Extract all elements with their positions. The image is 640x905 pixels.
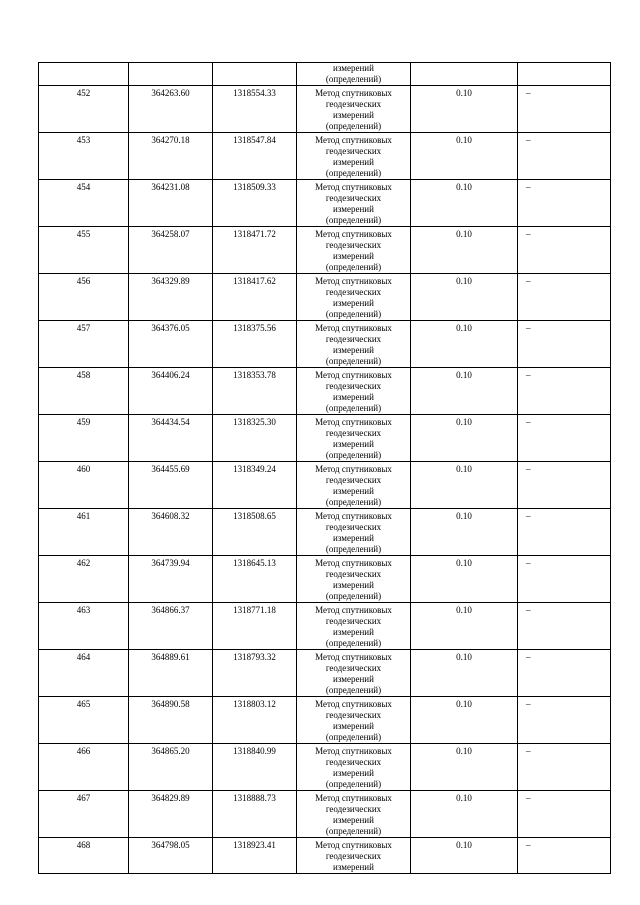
method-line: Метод спутниковых [315, 605, 392, 615]
coordinates-table [38, 62, 611, 874]
table-row [39, 744, 611, 791]
method-line: измерений [333, 768, 374, 778]
point-number-cell: 457 [39, 321, 129, 368]
precision-cell: 0.10 [411, 86, 518, 133]
y-coordinate-cell: 1318554.33 [213, 86, 297, 133]
method-line: измерений [333, 110, 374, 120]
remark-cell: – [518, 744, 611, 791]
method-line: Метод спутниковых [315, 746, 392, 756]
precision-cell: 0.10 [411, 415, 518, 462]
method-cell [297, 603, 411, 650]
method-line: (определений) [325, 779, 382, 789]
y-coordinate-cell: 1318509.33 [213, 180, 297, 227]
precision-cell: 0.10 [411, 697, 518, 744]
method-line: геодезических [325, 475, 382, 485]
x-coordinate-cell: 364889.61 [129, 650, 213, 697]
method-line: (определений) [325, 74, 382, 84]
method-cell [297, 180, 411, 227]
y-coordinate-cell: 1318840.99 [213, 744, 297, 791]
method-line: измерений [333, 251, 374, 261]
method-line: Метод спутниковых [315, 88, 392, 98]
method-line: Метод спутниковых [315, 276, 392, 286]
method-line: геодезических [325, 757, 382, 767]
remark-cell: – [518, 274, 611, 321]
method-line: (определений) [325, 403, 382, 413]
point-number-cell: 468 [39, 838, 129, 874]
method-line: геодезических [325, 381, 382, 391]
point-number-cell: 460 [39, 462, 129, 509]
y-coordinate-cell: 1318923.41 [213, 838, 297, 874]
method-line: геодезических [325, 287, 382, 297]
method-cell [297, 63, 411, 86]
method-line: Метод спутниковых [315, 699, 392, 709]
method-line: (определений) [325, 497, 382, 507]
y-coordinate-cell: 1318803.12 [213, 697, 297, 744]
x-coordinate-cell: 364270.18 [129, 133, 213, 180]
method-cell [297, 227, 411, 274]
point-number-cell: 466 [39, 744, 129, 791]
method-line: Метод спутниковых [315, 464, 392, 474]
method-line: измерений [333, 580, 374, 590]
x-coordinate-cell: 364608.32 [129, 509, 213, 556]
remark-cell: – [518, 556, 611, 603]
y-coordinate-cell: 1318793.32 [213, 650, 297, 697]
method-line: Метод спутниковых [315, 652, 392, 662]
method-line: измерений [333, 392, 374, 402]
table-row [39, 697, 611, 744]
method-line: Метод спутниковых [315, 511, 392, 521]
precision-cell: 0.10 [411, 274, 518, 321]
remark-cell: – [518, 838, 611, 874]
table-row [39, 650, 611, 697]
precision-cell: 0.10 [411, 462, 518, 509]
method-line: геодезических [325, 193, 382, 203]
method-cell [297, 368, 411, 415]
method-cell [297, 650, 411, 697]
table-row [39, 180, 611, 227]
method-line: (определений) [325, 168, 382, 178]
method-line: (определений) [325, 591, 382, 601]
method-line: (определений) [325, 121, 382, 131]
method-line: измерений [333, 345, 374, 355]
method-line: геодезических [325, 616, 382, 626]
method-line: измерений [333, 721, 374, 731]
precision-cell: 0.10 [411, 321, 518, 368]
point-number-cell: 461 [39, 509, 129, 556]
x-coordinate-cell [129, 63, 213, 86]
point-number-cell: 464 [39, 650, 129, 697]
method-line: измерений [333, 533, 374, 543]
x-coordinate-cell: 364406.24 [129, 368, 213, 415]
method-line: геодезических [325, 240, 382, 250]
method-line: (определений) [325, 262, 382, 272]
method-line: геодезических [325, 851, 382, 861]
method-line: геодезических [325, 522, 382, 532]
method-line: (определений) [325, 309, 382, 319]
remark-cell: – [518, 368, 611, 415]
remark-cell: – [518, 86, 611, 133]
method-line: Метод спутниковых [315, 793, 392, 803]
precision-cell: 0.10 [411, 180, 518, 227]
x-coordinate-cell: 364434.54 [129, 415, 213, 462]
method-line: измерений [333, 439, 374, 449]
y-coordinate-cell: 1318645.13 [213, 556, 297, 603]
remark-cell: – [518, 509, 611, 556]
method-line: измерений [333, 815, 374, 825]
method-cell [297, 133, 411, 180]
method-line: (определений) [325, 450, 382, 460]
point-number-cell: 454 [39, 180, 129, 227]
method-line: Метод спутниковых [315, 135, 392, 145]
method-line: измерений [333, 627, 374, 637]
y-coordinate-cell: 1318417.62 [213, 274, 297, 321]
table-row [39, 462, 611, 509]
method-line: измерений [333, 674, 374, 684]
precision-cell: 0.10 [411, 227, 518, 274]
x-coordinate-cell: 364890.58 [129, 697, 213, 744]
remark-cell: – [518, 415, 611, 462]
table-row-continued [39, 63, 611, 86]
point-number-cell: 452 [39, 86, 129, 133]
method-line: (определений) [325, 732, 382, 742]
table-row [39, 791, 611, 838]
y-coordinate-cell: 1318325.30 [213, 415, 297, 462]
method-line: измерений [333, 63, 374, 73]
method-cell [297, 462, 411, 509]
method-line: (определений) [325, 685, 382, 695]
method-cell [297, 697, 411, 744]
remark-cell: – [518, 462, 611, 509]
table-row [39, 321, 611, 368]
point-number-cell: 453 [39, 133, 129, 180]
method-line: Метод спутниковых [315, 840, 392, 850]
remark-cell: – [518, 650, 611, 697]
table-row [39, 603, 611, 650]
precision-cell: 0.10 [411, 744, 518, 791]
y-coordinate-cell: 1318349.24 [213, 462, 297, 509]
remark-cell: – [518, 603, 611, 650]
method-line: геодезических [325, 569, 382, 579]
method-line: геодезических [325, 663, 382, 673]
method-cell [297, 415, 411, 462]
table-row [39, 838, 611, 874]
method-line: геодезических [325, 710, 382, 720]
x-coordinate-cell: 364829.89 [129, 791, 213, 838]
remark-cell: – [518, 321, 611, 368]
method-line: измерений [333, 157, 374, 167]
x-coordinate-cell: 364739.94 [129, 556, 213, 603]
precision-cell: 0.10 [411, 838, 518, 874]
method-cell [297, 744, 411, 791]
precision-cell [411, 63, 518, 86]
method-line: (определений) [325, 356, 382, 366]
x-coordinate-cell: 364263.60 [129, 86, 213, 133]
point-number-cell: 467 [39, 791, 129, 838]
point-number-cell: 463 [39, 603, 129, 650]
remark-cell: – [518, 227, 611, 274]
y-coordinate-cell: 1318353.78 [213, 368, 297, 415]
remark-cell: – [518, 133, 611, 180]
method-line: (определений) [325, 638, 382, 648]
method-line: геодезических [325, 99, 382, 109]
method-line: геодезических [325, 428, 382, 438]
table-row [39, 86, 611, 133]
method-line: Метод спутниковых [315, 370, 392, 380]
precision-cell: 0.10 [411, 791, 518, 838]
table-row [39, 227, 611, 274]
method-cell [297, 791, 411, 838]
point-number-cell: 455 [39, 227, 129, 274]
table-row [39, 368, 611, 415]
y-coordinate-cell [213, 63, 297, 86]
remark-cell: – [518, 180, 611, 227]
remark-cell [518, 63, 611, 86]
method-line: (определений) [325, 544, 382, 554]
method-cell [297, 838, 411, 874]
method-line: Метод спутниковых [315, 417, 392, 427]
method-line: Метод спутниковых [315, 182, 392, 192]
precision-cell: 0.10 [411, 603, 518, 650]
method-cell [297, 274, 411, 321]
y-coordinate-cell: 1318375.56 [213, 321, 297, 368]
table-row [39, 556, 611, 603]
method-cell [297, 321, 411, 368]
remark-cell: – [518, 697, 611, 744]
x-coordinate-cell: 364231.08 [129, 180, 213, 227]
method-cell [297, 86, 411, 133]
point-number-cell: 459 [39, 415, 129, 462]
y-coordinate-cell: 1318471.72 [213, 227, 297, 274]
method-line: (определений) [325, 215, 382, 225]
method-line: измерений [333, 486, 374, 496]
point-number-cell: 465 [39, 697, 129, 744]
precision-cell: 0.10 [411, 133, 518, 180]
y-coordinate-cell: 1318771.18 [213, 603, 297, 650]
table-row [39, 415, 611, 462]
point-number-cell: 458 [39, 368, 129, 415]
x-coordinate-cell: 364866.37 [129, 603, 213, 650]
precision-cell: 0.10 [411, 368, 518, 415]
table-row [39, 509, 611, 556]
table-row [39, 133, 611, 180]
remark-cell: – [518, 791, 611, 838]
y-coordinate-cell: 1318508.65 [213, 509, 297, 556]
x-coordinate-cell: 364258.07 [129, 227, 213, 274]
y-coordinate-cell: 1318547.84 [213, 133, 297, 180]
method-line: измерений [333, 862, 374, 872]
method-line: измерений [333, 298, 374, 308]
method-line: Метод спутниковых [315, 229, 392, 239]
method-line: геодезических [325, 804, 382, 814]
method-cell [297, 556, 411, 603]
point-number-cell [39, 63, 129, 86]
method-line: геодезических [325, 146, 382, 156]
method-line: измерений [333, 204, 374, 214]
method-line: геодезических [325, 334, 382, 344]
y-coordinate-cell: 1318888.73 [213, 791, 297, 838]
x-coordinate-cell: 364865.20 [129, 744, 213, 791]
point-number-cell: 462 [39, 556, 129, 603]
method-line: Метод спутниковых [315, 558, 392, 568]
method-line: Метод спутниковых [315, 323, 392, 333]
x-coordinate-cell: 364798.05 [129, 838, 213, 874]
method-cell [297, 509, 411, 556]
precision-cell: 0.10 [411, 509, 518, 556]
precision-cell: 0.10 [411, 556, 518, 603]
precision-cell: 0.10 [411, 650, 518, 697]
table-row [39, 274, 611, 321]
x-coordinate-cell: 364376.05 [129, 321, 213, 368]
x-coordinate-cell: 364455.69 [129, 462, 213, 509]
point-number-cell: 456 [39, 274, 129, 321]
method-line: (определений) [325, 826, 382, 836]
x-coordinate-cell: 364329.89 [129, 274, 213, 321]
